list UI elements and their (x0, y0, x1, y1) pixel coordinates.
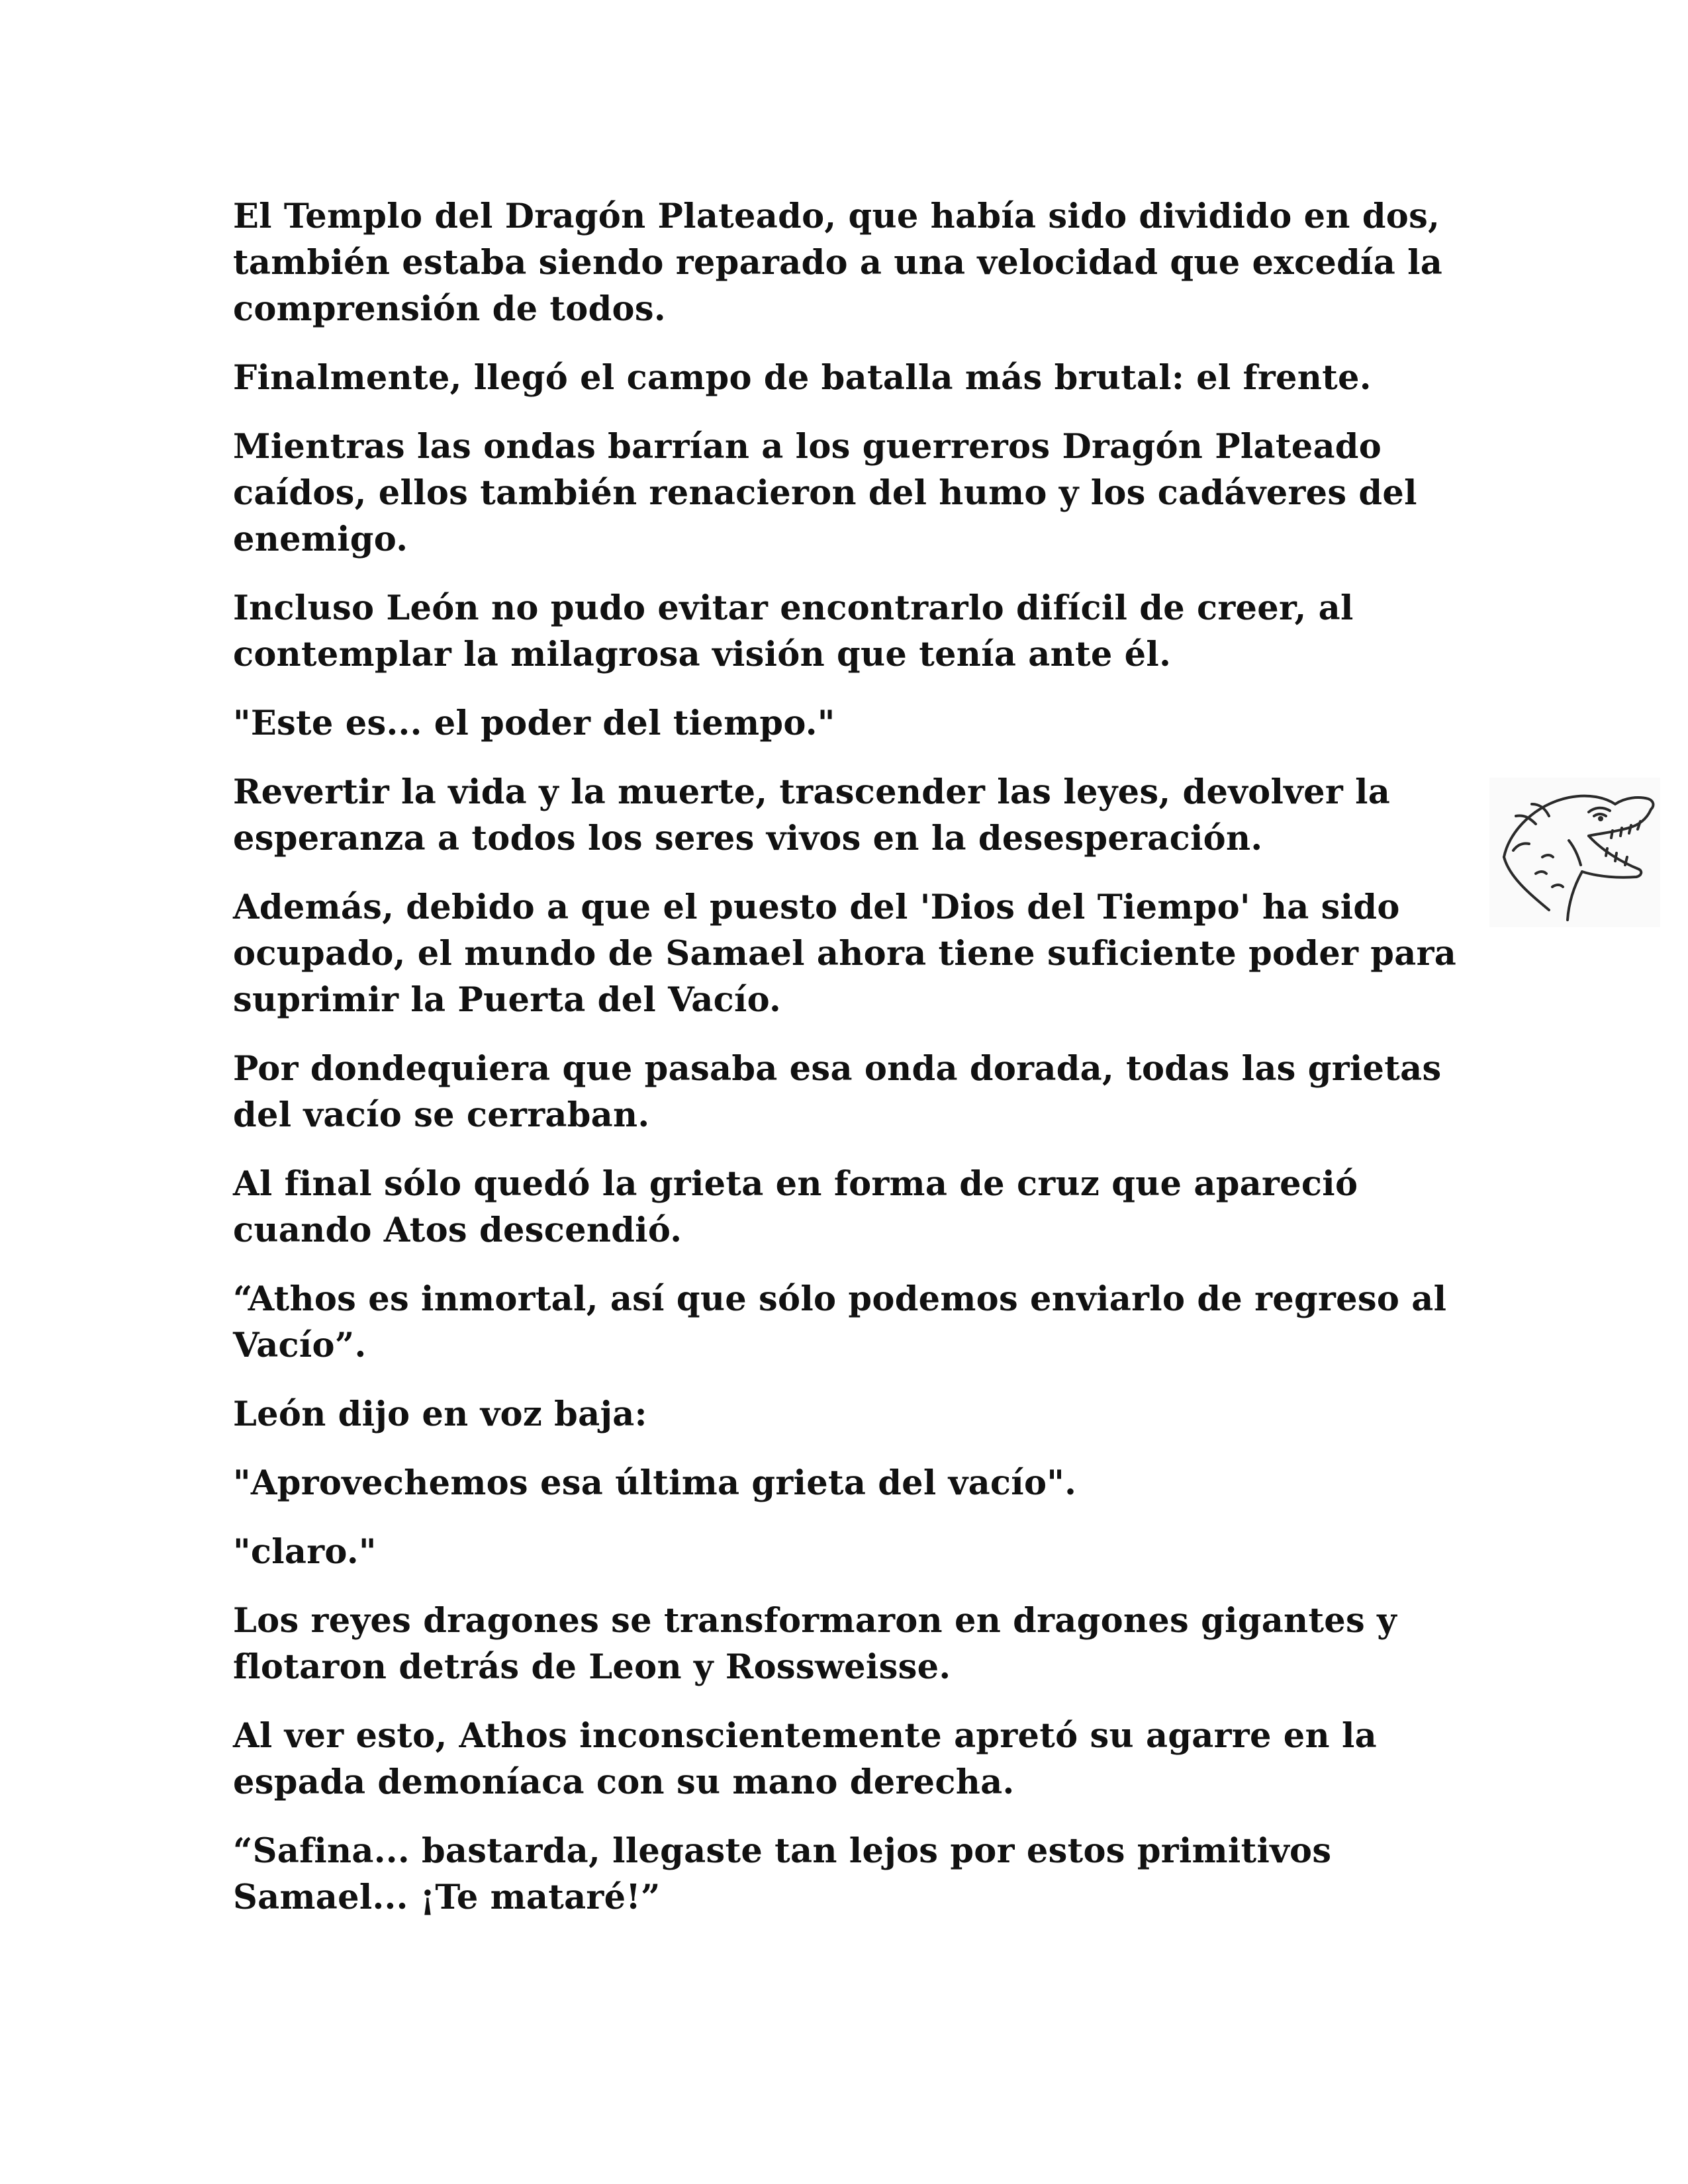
paragraph-2: Finalmente, llegó el campo de batalla más brutal: el frente. (233, 358, 1372, 398)
dragon-head-sketch-icon (1489, 778, 1660, 927)
paragraph-15: Al ver esto, Athos inconscientemente apretó su agarre en la espada demoníaca con su mano derecha. (233, 1716, 1377, 1802)
paragraph-10: “Athos es inmortal, así que sólo podemos enviarlo de regreso al Vacío”. (233, 1279, 1447, 1365)
paragraph-14: Los reyes dragones se transformaron en dragones gigantes y flotaron detrás de Leon y Rossweisse. (233, 1601, 1397, 1687)
paragraph-3: Mientras las ondas barrían a los guerreros Dragón Plateado caídos, ellos también renacieron del humo y los cadáveres del enemigo. (233, 427, 1417, 559)
paragraph-7: Además, debido a que el puesto del 'Dios del Tiempo' ha sido ocupado, el mundo de Samael ahora tiene suficiente poder para suprimir la Puerta del Vacío. (233, 887, 1457, 1020)
paragraph-8: Por dondequiera que pasaba esa onda dorada, todas las grietas del vacío se cerraban. (233, 1049, 1442, 1135)
paragraph-16: “Safina... bastarda, llegaste tan lejos por estos primitivos Samael... ¡Te mataré!” (233, 1831, 1332, 1917)
paragraph-13: "claro." (233, 1532, 377, 1572)
paragraph-11: León dijo en voz baja: (233, 1394, 647, 1434)
paragraph-1: El Templo del Dragón Plateado, que había sido dividido en dos, también estaba siendo reparado a una velocidad que excedía la comprensión de todos. (233, 197, 1443, 329)
paragraph-12: "Aprovechemos esa última grieta del vacío". (233, 1463, 1077, 1503)
paragraph-4: Incluso León no pudo evitar encontrarlo difícil de creer, al contemplar la milagrosa visión que tenía ante él. (233, 588, 1354, 674)
paragraph-6: Revertir la vida y la muerte, trascender las leyes, devolver la esperanza a todos los seres vivos en la desesperación. (233, 772, 1391, 858)
paragraph-5: "Este es... el poder del tiempo." (233, 704, 835, 743)
paragraph-9: Al final sólo quedó la grieta en forma de cruz que apareció cuando Atos descendió. (233, 1164, 1358, 1250)
body-text (233, 193, 1464, 1943)
